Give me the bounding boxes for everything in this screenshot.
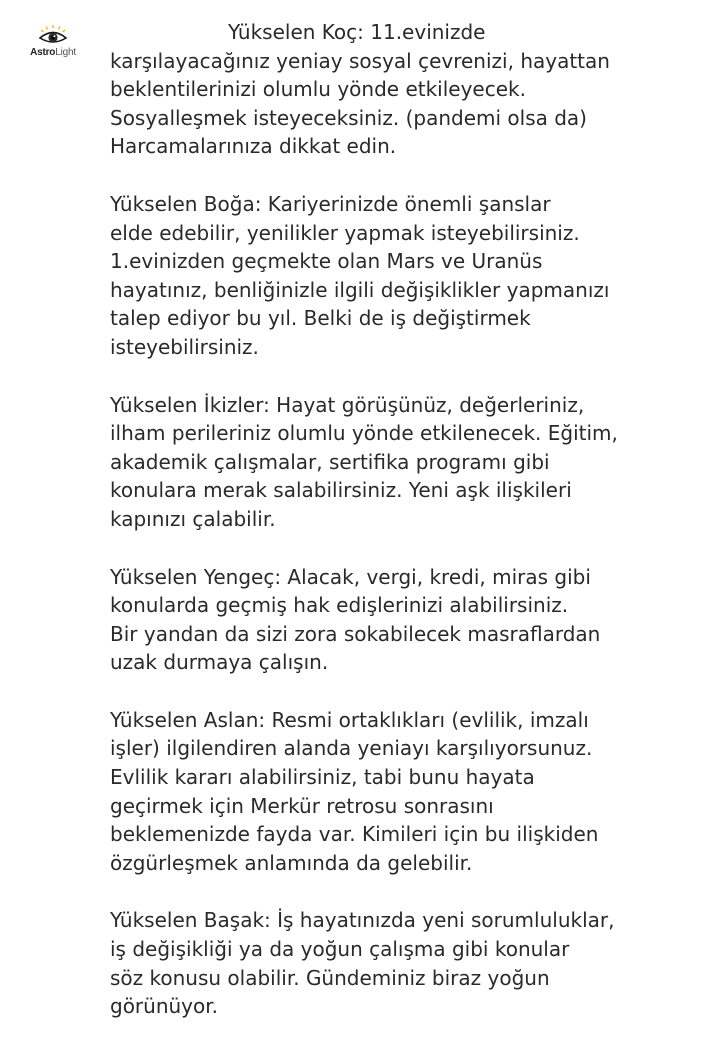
text-line: hayatınız, benliğinizle ilgili değişiklikler yapmanızı <box>110 277 610 302</box>
text-line: Harcamalarınıza dikkat edin. <box>110 134 397 159</box>
logo-wordmark-bold: Astro <box>30 47 56 58</box>
text-line: özgürleşmek anlamında da gelebilir. <box>110 850 473 875</box>
text-line: 1.evinizden geçmekte olan Mars ve Uranüs <box>110 249 543 274</box>
text-line: talep ediyor bu yıl. Belki de iş değiştirmek <box>110 306 531 331</box>
text-line: elde edebilir, yenilikler yapmak isteyebilirsiniz. <box>110 220 580 245</box>
text-line: iş değişikliği ya da yoğun çalışma gibi konular <box>110 937 570 962</box>
paragraph-koc <box>110 18 695 161</box>
paragraph-yengec <box>110 563 695 677</box>
text-line: isteyebilirsiniz. <box>110 334 259 359</box>
paragraph-basak <box>110 906 695 1020</box>
text-line: beklemenizde fayda var. Kimileri için bu ilişkiden <box>110 822 599 847</box>
text-line: söz konusu olabilir. Gündeminiz biraz yoğun <box>110 965 550 990</box>
text-line: Yükselen Boğa: Kariyerinizde önemli şanslar <box>110 191 551 216</box>
eye-icon <box>38 24 68 46</box>
paragraph-boga <box>110 190 695 362</box>
text-line: Yükselen Aslan: Resmi ortaklıkları (evlilik, imzalı <box>110 707 589 732</box>
text-line: Yükselen Yengeç: Alacak, vergi, kredi, miras gibi <box>110 564 591 589</box>
horoscope-text <box>110 18 695 1050</box>
text-line: ilham perileriniz olumlu yönde etkilenecek. Eğitim, <box>110 421 618 446</box>
text-line: Yükselen Başak: İş hayatınızda yeni sorumluluklar, <box>110 908 615 933</box>
text-line: Yükselen İkizler: Hayat görüşünüz, değerleriniz, <box>110 392 585 417</box>
text-line: Yükselen Koç: 11.evinizde <box>228 20 486 44</box>
text-line: Evlilik kararı alabilirsiniz, tabi bunu hayata <box>110 765 535 790</box>
text-line: geçirmek için Merkür retrosu sonrasını <box>110 793 494 818</box>
text-line: akademik çalışmalar, sertifika programı gibi <box>110 449 550 474</box>
text-line: görünüyor. <box>110 994 218 1019</box>
astrolight-logo <box>20 24 86 76</box>
text-line: işler) ilgilendiren alanda yeniayı karşılıyorsunuz. <box>110 736 593 761</box>
text-line: Sosyalleşmek isteyeceksiniz. (pandemi olsa da) <box>110 105 587 130</box>
logo-wordmark-light: Light <box>55 47 76 58</box>
text-line: konularda geçmiş hak edişlerinizi alabilirsiniz. <box>110 593 569 618</box>
logo-wordmark <box>20 47 86 58</box>
text-line: beklentilerinizi olumlu yönde etkileyecek. <box>110 77 526 102</box>
text-line: uzak durmaya çalışın. <box>110 650 329 675</box>
text-line: karşılayacağınız yeniay sosyal çevrenizi, hayattan <box>110 48 610 73</box>
text-line: Bir yandan da sizi zora sokabilecek masraflardan <box>110 621 601 646</box>
paragraph-aslan <box>110 706 695 878</box>
text-line: konulara merak salabilirsiniz. Yeni aşk ilişkileri <box>110 478 572 503</box>
text-line: kapınızı çalabilir. <box>110 506 276 531</box>
paragraph-ikizler <box>110 391 695 534</box>
